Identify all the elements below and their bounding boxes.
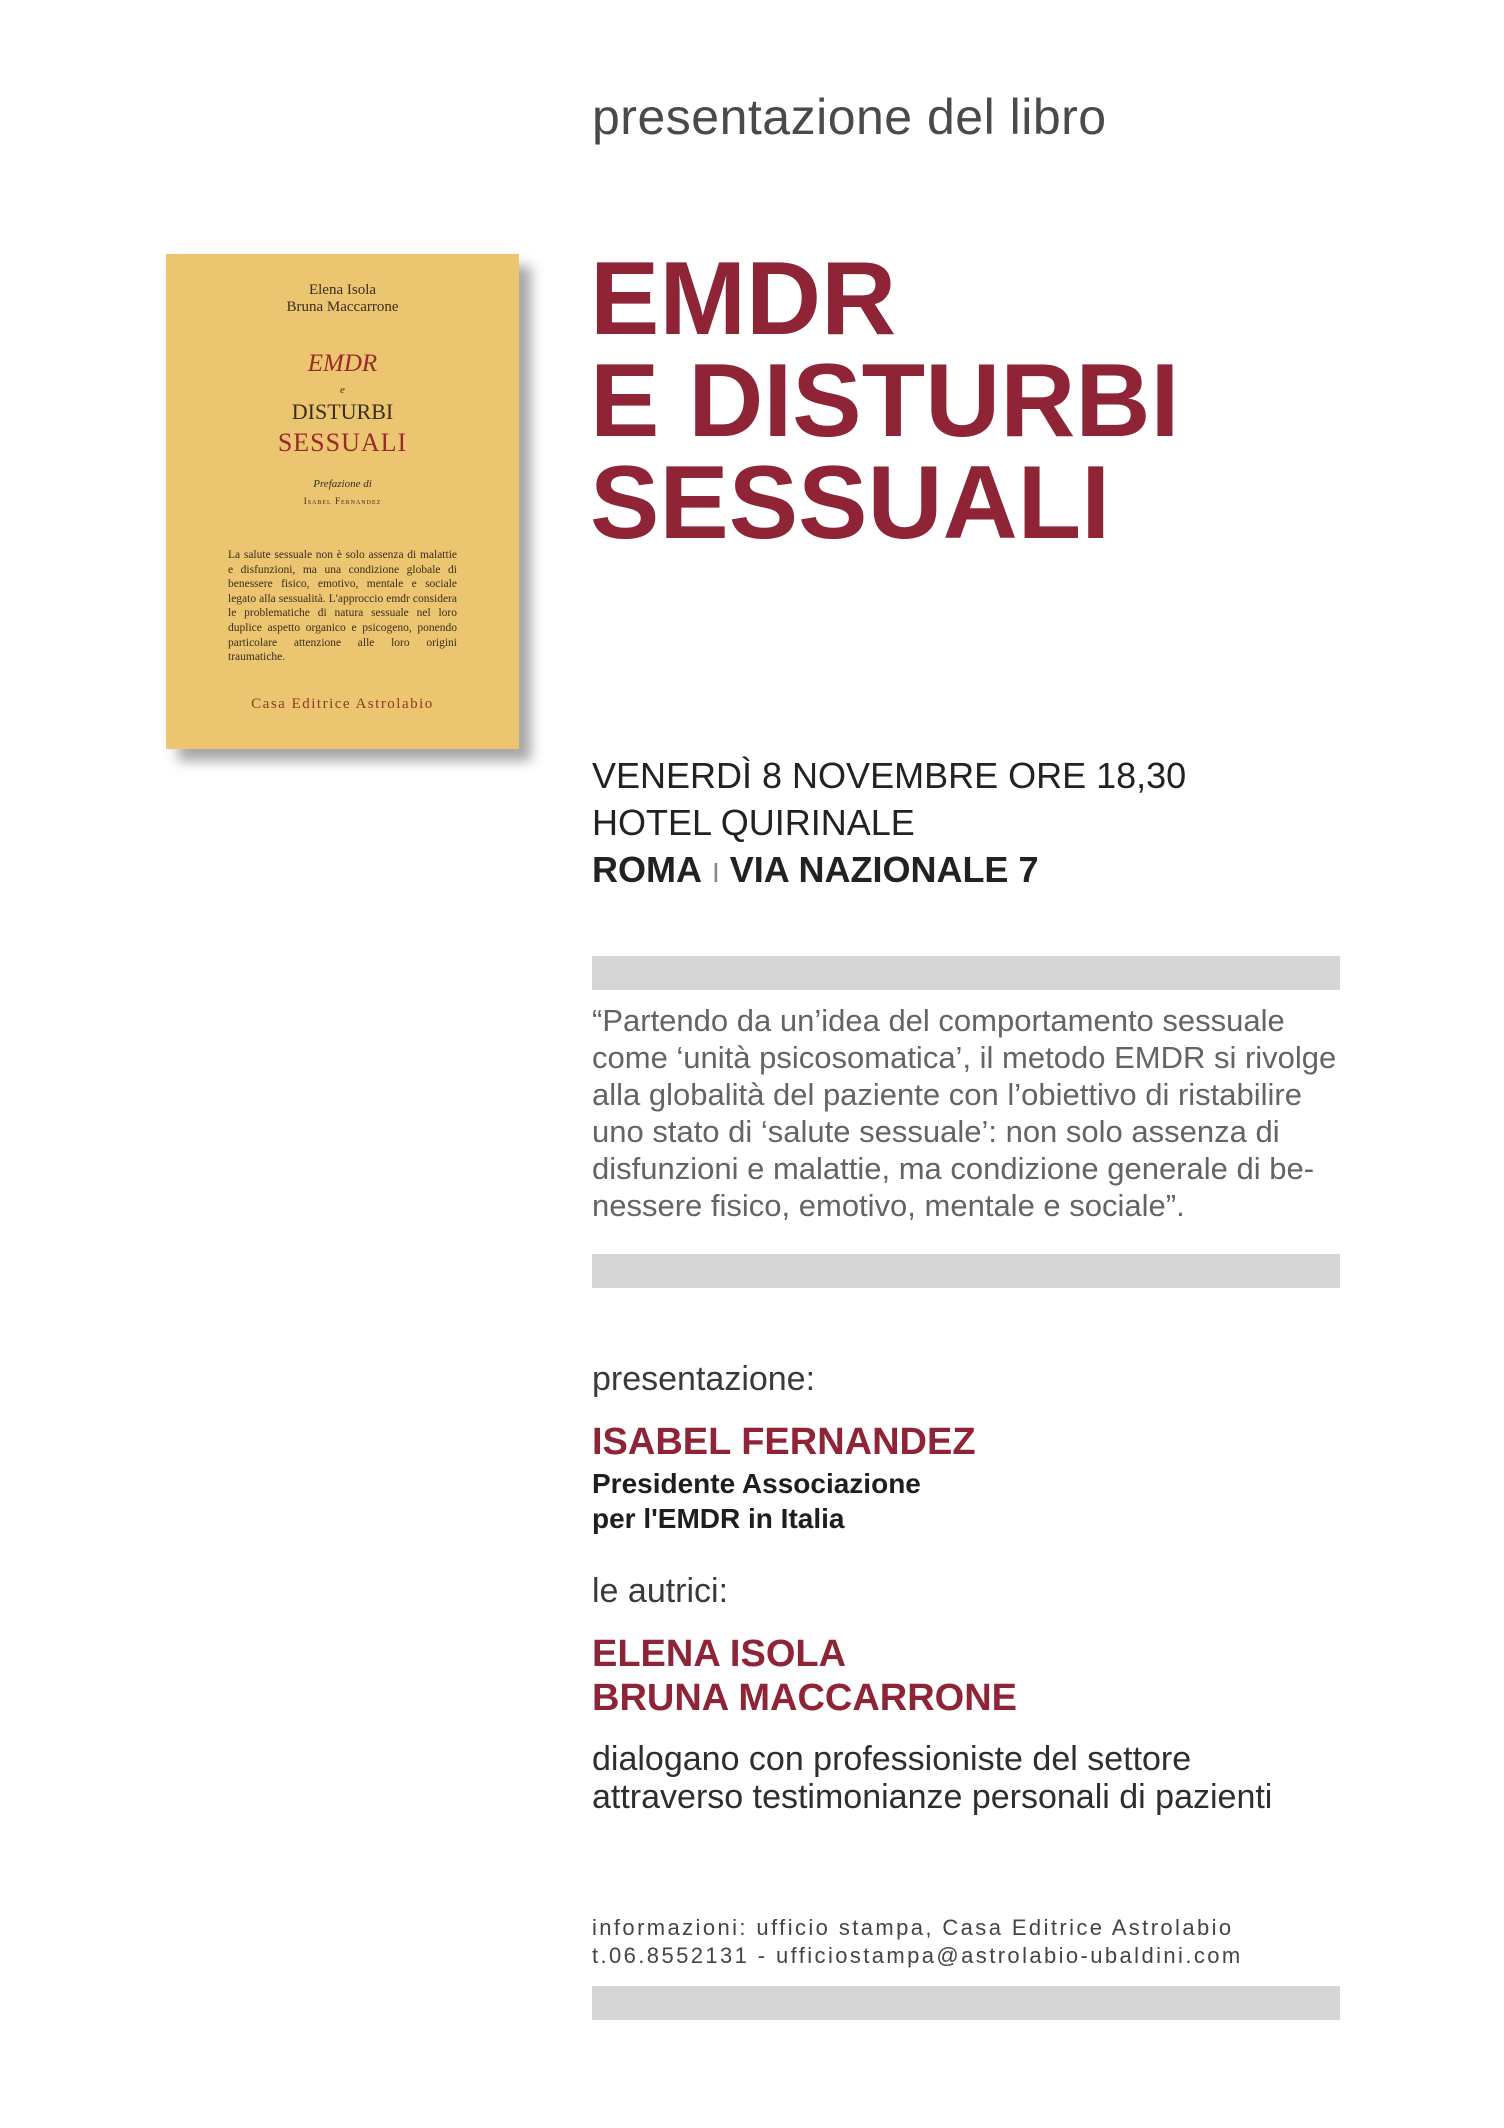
contact-line-2: t.06.8552131 - ufficiostampa@astrolabio-ubaldini.com — [592, 1943, 1243, 1968]
event-address: VIA NAZIONALE 7 — [729, 849, 1039, 890]
presenter-role — [592, 1466, 921, 1536]
divider-bar-bottom — [592, 1986, 1340, 2020]
quote-line: alla globalità del paziente con l’obiettivo di ristabilire — [592, 1077, 1302, 1112]
cover-blurb: La salute sessuale non è solo assenza di malattie e disfunzioni, ma una condizione globale di benessere fisico, emotivo, mentale e sociale legato alla sessualità. L'approccio emdr considera le problematiche di natura sessuale nel loro duplice aspetto organico e psicogeno, ponendo particolare attenzione alle loro origini traumatiche. — [228, 549, 457, 664]
presenter-role-line-1: Presidente Associazione — [592, 1468, 921, 1499]
presentation-label: presentazione: — [592, 1360, 816, 1398]
cover-publisher: Casa Editrice Astrolabio — [251, 696, 434, 712]
closing-text — [592, 1740, 1272, 1816]
cover-preface-label: Prefazione di — [313, 478, 372, 490]
cover-authors — [166, 282, 519, 316]
closing-line-2: attraverso testimonianze personali di pazienti — [592, 1778, 1273, 1816]
title-line-3: SESSUALI — [590, 445, 1111, 561]
event-venue: HOTEL QUIRINALE — [592, 802, 915, 843]
quote-line: uno stato di ‘salute sessuale’: non solo assenza di — [592, 1114, 1280, 1149]
cover-title-sessuali: SESSUALI — [277, 428, 408, 457]
title-line-2: E DISTURBI — [590, 343, 1180, 459]
cover-author-1: Elena Isola — [308, 282, 377, 298]
cover-preface-author: Isabel Fernandez — [303, 496, 382, 506]
event-separator: I — [712, 857, 720, 888]
presenter-role-line-2: per l'EMDR in Italia — [592, 1503, 845, 1534]
contact-line-1: informazioni: ufficio stampa, Casa Editrice Astrolabio — [592, 1915, 1234, 1940]
quote-line: “Partendo da un’idea del comportamento sessuale — [592, 1003, 1285, 1038]
cover-title-disturbi: DISTURBI — [291, 399, 394, 424]
event-details — [592, 752, 1186, 896]
book-title — [590, 241, 1180, 561]
quote-line: disfunzioni e malattie, ma condizione generale di be- — [592, 1151, 1315, 1186]
author-name-2: BRUNA MACCARRONE — [592, 1677, 1018, 1719]
divider-bar-top — [592, 956, 1340, 990]
cover-title-e: e — [340, 384, 345, 396]
kicker-text: presentazione del libro — [592, 89, 1107, 145]
author-name-1: ELENA ISOLA — [592, 1633, 847, 1675]
presenter-name: ISABEL FERNANDEZ — [592, 1421, 976, 1463]
book-cover-image — [166, 254, 519, 749]
event-city: ROMA — [592, 849, 702, 890]
divider-bar-middle — [592, 1254, 1340, 1288]
quote-line: come ‘unità psicosomatica’, il metodo EMDR si rivolge — [592, 1040, 1337, 1075]
contact-info — [592, 1914, 1243, 1970]
closing-line-1: dialogano con professioniste del settore — [592, 1740, 1192, 1778]
quote-line: nessere fisico, emotivo, mentale e sociale”. — [592, 1188, 1185, 1223]
authors-names — [592, 1632, 1017, 1720]
title-line-1: EMDR — [590, 241, 897, 357]
cover-author-2: Bruna Maccarrone — [286, 299, 399, 315]
cover-title-emdr: EMDR — [307, 350, 378, 377]
authors-label: le autrici: — [592, 1572, 729, 1610]
quote-block — [592, 1002, 1340, 1224]
event-date: VENERDÌ 8 NOVEMBRE ORE 18,30 — [592, 755, 1187, 796]
event-location — [592, 846, 1186, 896]
